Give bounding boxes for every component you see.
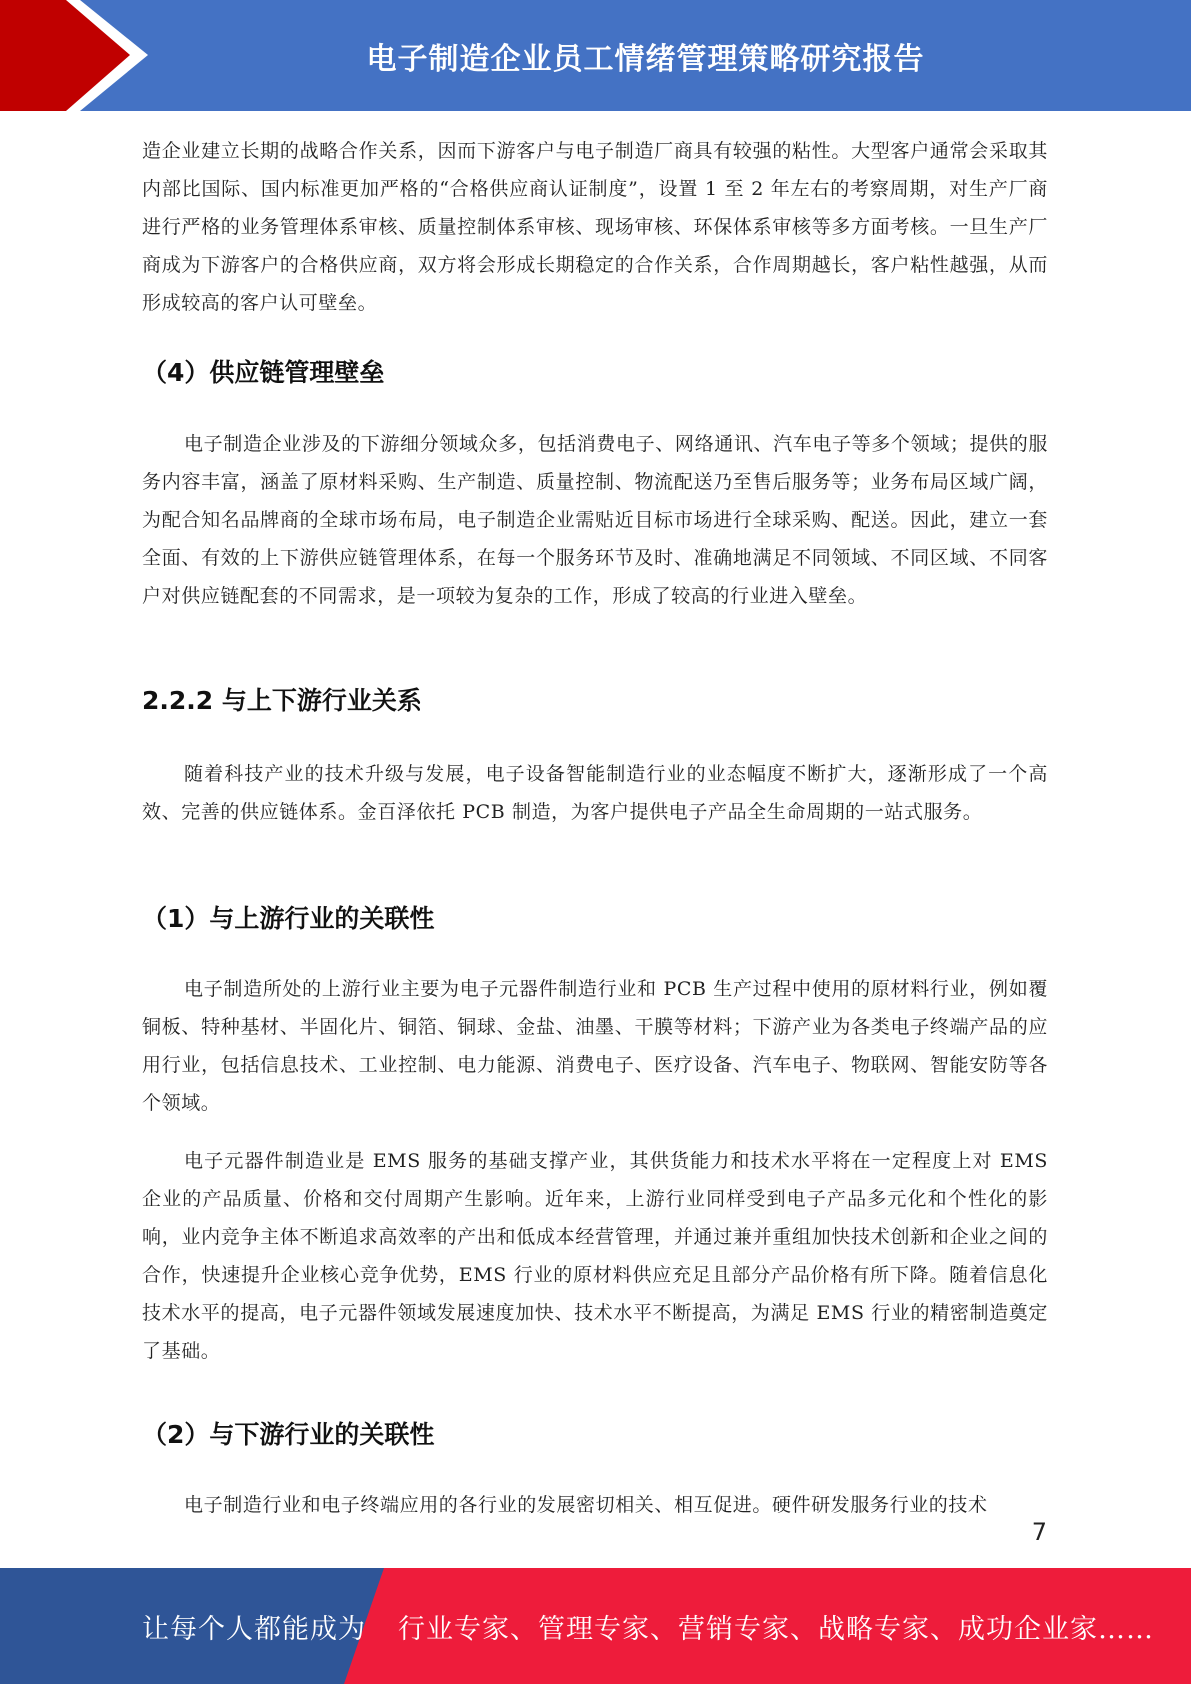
section-heading: （1）与上游行业的关联性 <box>142 904 435 933</box>
page-footer <box>0 1568 1191 1684</box>
paragraph-3-block <box>142 755 1048 831</box>
paragraph-1-block <box>142 132 1048 322</box>
paragraph: 电子制造企业涉及的下游细分领域众多，包括消费电子、网络通讯、汽车电子等多个领域；提供的服务内容丰富，涵盖了原材料采购、生产制造、质量控制、物流配送乃至售后服务等；业务布局区域广阔，为配合知名品牌商的全球市场布局，电子制造企业需贴近目标市场进行全球采购、配送。因此，建立一套全面、有效的上下游供应链管理体系，在每一个服务环节及时、准确地满足不同领域、不同区域、不同客户对供应链配套的不同需求，是一项较为复杂的工作，形成了较高的行业进入壁垒。 <box>142 433 1048 607</box>
paragraph-2-block <box>142 425 1048 615</box>
paragraph-6-block <box>142 1486 1048 1524</box>
heading-block <box>142 353 1048 389</box>
header-title: 电子制造企业员工情绪管理策略研究报告 <box>366 41 925 77</box>
paragraph: 电子元器件制造业是 EMS 服务的基础支撑产业，其供货能力和技术水平将在一定程度上对 EMS 企业的产品质量、价格和交付周期产生影响。近年来，上游行业同样受到电子产品多元化和个性化的影响，业内竞争主体不断追求高效率的产出和低成本经营管理，并通过兼并重组加快技术创新和企业之间的合作，快速提升企业核心竞争优势，EMS 行业的原材料供应充足且部分产品价格有所下降。随着信息化技术水平的提高，电子元器件领域发展速度加快、技术水平不断提高，为满足 EMS 行业的精密制造奠定了基础。 <box>142 1150 1048 1362</box>
paragraph-5-block <box>142 1142 1048 1370</box>
paragraph-4-block <box>142 970 1048 1122</box>
paragraph: 电子制造行业和电子终端应用的各行业的发展密切相关、相互促进。硬件研发服务行业的技术 <box>184 1494 988 1516</box>
page-header <box>0 0 1191 111</box>
paragraph: 电子制造所处的上游行业主要为电子元器件制造行业和 PCB 生产过程中使用的原材料行业，例如覆铜板、特种基材、半固化片、铜箔、铜球、金盐、油墨、干膜等材料；下游产业为各类电子终端产品的应用行业，包括信息技术、工业控制、电力能源、消费电子、医疗设备、汽车电子、物联网、智能安防等各个领域。 <box>142 978 1048 1114</box>
header-arrow-decoration <box>0 0 160 111</box>
heading-block <box>142 899 1048 935</box>
section-heading: 2.2.2 与上下游行业关系 <box>142 686 422 715</box>
heading-block <box>142 681 1048 717</box>
footer-slogan-left: 让每个人都能成为 <box>142 1613 366 1645</box>
page-number: 7 <box>1031 1518 1047 1546</box>
heading-block <box>142 1415 1048 1451</box>
section-heading: （4）供应链管理壁垒 <box>142 358 385 387</box>
footer-slogan-right: 行业专家、管理专家、营销专家、战略专家、成功企业家…… <box>398 1613 1154 1645</box>
paragraph: 造企业建立长期的战略合作关系，因而下游客户与电子制造厂商具有较强的粘性。大型客户通常会采取其内部比国际、国内标准更加严格的“合格供应商认证制度”，设置 1 至 2 年左右的考察周期，对生产厂商进行严格的业务管理体系审核、质量控制体系审核、现场审核、环保体系审核等多方面考核。一旦生产厂商成为下游客户的合格供应商，双方将会形成长期稳定的合作关系，合作周期越长，客户粘性越强，从而形成较高的客户认可壁垒。 <box>142 140 1048 314</box>
section-heading: （2）与下游行业的关联性 <box>142 1420 435 1449</box>
paragraph: 随着科技产业的技术升级与发展，电子设备智能制造行业的业态幅度不断扩大，逐渐形成了一个高效、完善的供应链体系。金百泽依托 PCB 制造，为客户提供电子产品全生命周期的一站式服务。 <box>142 763 1048 823</box>
